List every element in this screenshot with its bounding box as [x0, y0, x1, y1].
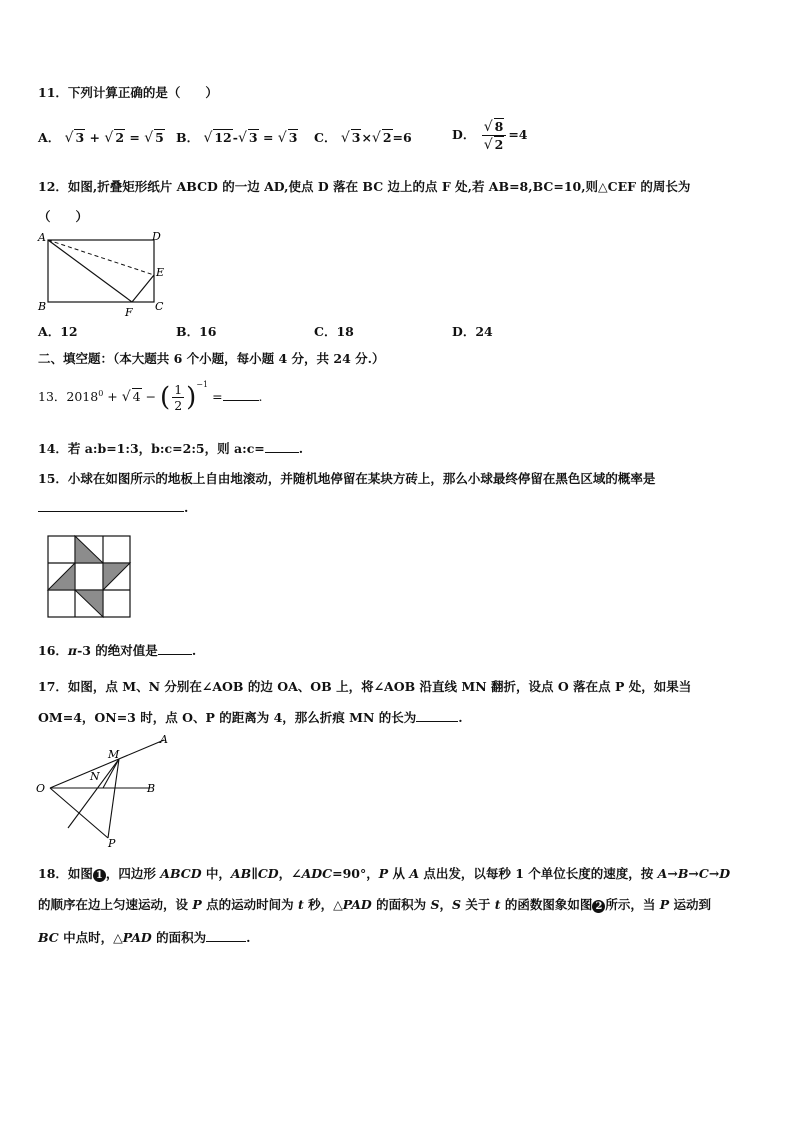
q16-text: -3 的绝对值是	[77, 643, 158, 658]
q14-text: 14．若 a:b=1:3，b:c=2:5，则 a:c=	[38, 441, 265, 456]
operator: +	[89, 130, 101, 145]
var: t	[297, 897, 304, 912]
q18-line2	[38, 895, 711, 913]
q16-number: 16．	[38, 643, 68, 658]
var: P	[659, 897, 670, 912]
q15-stem: 15．小球在如图所示的地板上自由地滚动，并随机地停留在某块方砖上，那么小球最终停留在黑色区域的概率是	[38, 471, 656, 486]
answer-blank	[223, 400, 259, 401]
radicand: 3	[75, 130, 85, 145]
q16	[38, 641, 196, 659]
text: 的函数图象如图	[500, 897, 593, 912]
text: 从	[388, 866, 410, 881]
q12-rectangle-figure	[34, 228, 174, 320]
label-d: D	[152, 230, 161, 243]
q18-line1	[38, 864, 730, 882]
label-a: A	[160, 733, 168, 746]
var: S	[430, 897, 440, 912]
q12-option-c: C．18	[314, 324, 354, 339]
option-label: B．	[176, 130, 200, 145]
radicand: 2	[115, 130, 125, 145]
q13: 13．$2018^0$ + √ 4 − ( $\frac{1}{2}$ )$^{-1}$ = .	[38, 380, 263, 413]
radicand: 8	[494, 119, 504, 134]
answer-blank	[265, 452, 299, 453]
label-a: A	[38, 231, 46, 244]
var: CD	[257, 866, 279, 881]
text: 关于	[461, 897, 495, 912]
var: ADC	[301, 866, 333, 881]
period: .	[458, 710, 463, 725]
section-heading: 二、填空题：（本大题共 6 个小题，每小题 4 分，共 24 分.）	[38, 351, 385, 366]
q17-line2	[38, 708, 463, 726]
operator: =	[208, 389, 223, 404]
radicand: 2	[382, 130, 392, 145]
q12-option-d: D．24	[452, 324, 493, 339]
q12-option-b: B．16	[176, 324, 217, 339]
q11-stem: 11．下列计算正确的是（ ）	[38, 85, 218, 100]
radicand: 2	[494, 137, 504, 152]
period: .	[246, 930, 251, 945]
option-label: A．	[38, 130, 61, 145]
denominator: 2	[174, 398, 183, 413]
q14	[38, 439, 303, 457]
operator: =	[262, 130, 274, 145]
var: A	[409, 866, 420, 881]
text: 中，	[201, 866, 231, 881]
text: ，四边形	[105, 866, 161, 881]
operator: =4	[508, 127, 528, 142]
q17-line1: 17．如图，点 M、N 分别在∠AOB 的边 OA、OB 上，将∠AOB 沿直线 MN 翻折，设点 O 落在点 P 处，如果当	[38, 679, 692, 694]
text: 的面积为	[371, 897, 431, 912]
q11-option-a: A． √ 3 + √ 2 = √ 5	[38, 130, 164, 146]
fraction	[172, 382, 184, 413]
var: ABCD	[160, 866, 202, 881]
label-o: O	[36, 782, 46, 795]
q15-answer	[38, 500, 188, 515]
operator: +	[103, 389, 122, 404]
q17-fold-figure	[32, 732, 182, 850]
answer-blank	[38, 511, 184, 512]
text: 中点时，△	[58, 930, 123, 945]
var: S	[452, 897, 462, 912]
exponent: 0	[98, 388, 104, 398]
var: BC	[38, 930, 59, 945]
parallel-symbol: ∥	[251, 866, 258, 881]
q12-paren: （ ）	[38, 209, 89, 224]
q12-option-a: A．12	[38, 324, 78, 339]
q11-option-c: C． √ 3×√ 2=6	[314, 130, 412, 146]
q15-tile-grid-figure	[46, 534, 134, 620]
text: ，	[439, 897, 453, 912]
radicand: 12	[214, 130, 232, 145]
q17-text: OM=4，ON=3 时，点 O、P 的距离为 4，那么折痕 MN 的长为	[38, 710, 417, 725]
var: PAD	[342, 897, 372, 912]
q18-line3	[38, 928, 250, 946]
radicand: 3	[288, 130, 298, 145]
period: .	[258, 389, 263, 404]
text: =90°，	[332, 866, 379, 881]
radicand: 3	[248, 130, 258, 145]
label-b: B	[38, 300, 47, 313]
pi-symbol: π	[67, 643, 78, 658]
text: 的面积为	[151, 930, 207, 945]
answer-blank	[206, 941, 246, 942]
text: 运动到	[669, 897, 712, 912]
period: .	[184, 500, 189, 515]
q11-option-d	[452, 118, 528, 153]
radicand: 4	[132, 389, 141, 404]
exponent: −1	[196, 380, 209, 389]
option-label: D．	[452, 127, 476, 142]
text: ，∠	[278, 866, 302, 881]
operator: ×	[361, 130, 372, 145]
radicand: 5	[155, 130, 164, 145]
var: PAD	[122, 930, 152, 945]
text: 的顺序在边上匀速运动，设	[38, 897, 193, 912]
var: A→B→C→D	[657, 866, 731, 881]
q13-prefix: 13．2018	[38, 389, 99, 404]
var: P	[192, 897, 202, 912]
numerator: 1	[174, 382, 183, 397]
text: 所示，当	[605, 897, 660, 912]
operator: −	[141, 389, 161, 404]
operator: =	[129, 130, 140, 145]
operator: -	[232, 130, 238, 145]
fraction: $\frac{√ 8}{√ 2}$	[482, 118, 507, 153]
option-label: C．	[314, 130, 337, 145]
text: 18．如图	[38, 866, 93, 881]
label-p: P	[108, 837, 116, 850]
label-b: B	[147, 782, 156, 795]
label-n: N	[90, 770, 100, 783]
var: t	[494, 897, 501, 912]
label-f: F	[125, 306, 133, 319]
q11-option-b: B． √ 12-√ 3 = √ 3	[176, 130, 298, 146]
operator: =6	[392, 130, 412, 145]
answer-blank	[158, 654, 192, 655]
label-c: C	[155, 300, 164, 313]
circled-number-1: 1	[93, 869, 106, 882]
answer-blank	[416, 721, 458, 722]
period: .	[298, 441, 304, 456]
radicand: 3	[351, 130, 361, 145]
text: 点出发，以每秒 1 个单位长度的速度，按	[419, 866, 658, 881]
label-m: M	[108, 748, 120, 761]
circled-number-2: 2	[592, 900, 605, 913]
q12-stem: 12．如图,折叠矩形纸片 ABCD 的一边 AD,使点 D 落在 BC 边上的点 F 处,若 AB=8,BC=10,则△CEF 的周长为	[38, 179, 691, 194]
label-e: E	[156, 266, 165, 279]
var: P	[378, 866, 389, 881]
period: .	[191, 643, 197, 658]
text: 秒，△	[303, 897, 343, 912]
text: 点的运动时间为	[201, 897, 298, 912]
var: AB	[230, 866, 252, 881]
